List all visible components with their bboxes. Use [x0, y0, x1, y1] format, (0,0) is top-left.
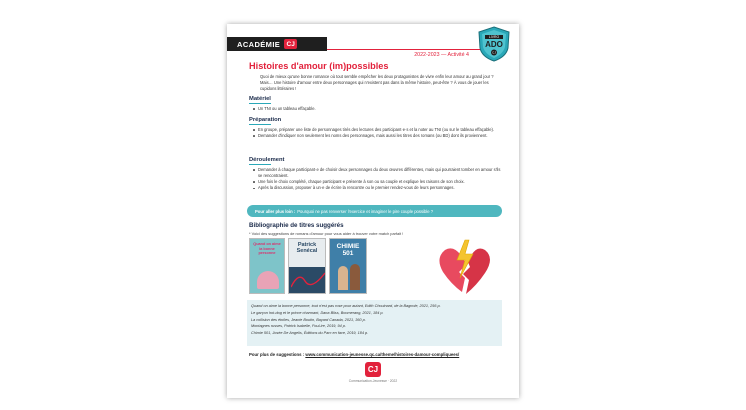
book-covers [249, 238, 369, 294]
svg-text:ADO: ADO [485, 40, 503, 49]
footer-cj-logo-icon: CJ [365, 362, 381, 377]
svg-text:CJ: CJ [492, 50, 496, 55]
svg-text:LIVRO: LIVRO [488, 35, 500, 40]
document-page [227, 24, 519, 398]
book-cover-title: CHIMIE 501 [336, 243, 360, 257]
materiel-list [253, 106, 501, 112]
bibliography-note: * Voici des suggestions de romans d'amour pour vous aider à trouver votre match parfait ! [249, 231, 404, 236]
ado-badge-icon [477, 26, 511, 62]
brand-box [227, 37, 327, 51]
suggestions-link[interactable]: www.communication-jeunesse.qc.ca/theme/histoires-damour-compliquees/ [305, 352, 460, 357]
callout-text: Pourquoi ne pas renverser l'exercice et imaginer le pire couple possible ? [297, 208, 434, 214]
reference-item: Chimie 501, Josée De Angelis, Éditions du Parc en face, 2019, 184 p. [251, 331, 369, 336]
section-title-preparation: Préparation [249, 117, 282, 123]
cj-logo-icon: CJ [284, 39, 297, 49]
reference-item: Montagnes russes, Patrick Isabelle, FouLire, 2019, 94 p. [251, 324, 346, 329]
callout-box [247, 205, 502, 217]
list-item: Demander à chaque participant·e de choisir deux personnages du deux œuvres différentes, mais qui pourraient tomber en amour s'ils se rencontraient. [253, 167, 501, 179]
suggestions-line [249, 352, 459, 357]
callout-label: Pour aller plus loin : [255, 208, 296, 214]
header-rule [327, 49, 491, 50]
book-cover-title: Patrick Senécal [296, 242, 318, 254]
list-item: En groupe, préparer une liste de personnages tirés des lectures des participant·e·s et la noter au TNI (ou sur le tableau effaçable). [253, 127, 501, 133]
intro-paragraph: Quoi de mieux qu'une bonne romance où tout semble empêcher les deux protagonistes de vivre enfin leur amour au grand jour ? Mais… Une histoire d'amour entre deux personnages qui n'existent pas dans la même histoire, peut-être ? À vous de jouer les cupidons littéraires ! [260, 74, 494, 92]
reference-item: La collision des étoiles, Jeanie Boutin, Bayard Canada, 2021, 360 p. [251, 317, 366, 322]
list-item: Après la discussion, proposer à un·e de écrire la rencontre ou le premier rendez-vous de leurs personnages. [253, 185, 501, 191]
reference-item: Le garçon hot-dog et le prince charmant, Dana Bliss, Boomerang, 2021, 184 p. [251, 310, 384, 315]
deroulement-list [253, 167, 501, 192]
section-title-deroulement: Déroulement [249, 157, 285, 163]
page-title: Histoires d'amour (im)possibles [249, 61, 389, 71]
bibliography-title: Bibliographie de titres suggérés [249, 222, 344, 229]
broken-heart-icon [435, 238, 493, 300]
book-cover-title: Quand on aime la bonne personne [253, 242, 281, 256]
book-cover [288, 238, 326, 294]
activity-label: 2022-2023 — Activité 4 [414, 52, 469, 58]
header-bar [227, 37, 519, 58]
book-cover [249, 238, 285, 294]
list-item: Demander d'indiquer non seulement les noms des personnages, mais aussi les titres des romans (ou BD) dont ils proviennent. [253, 133, 501, 139]
suggestions-label: Pour plus de suggestions : [249, 352, 305, 357]
footer-text: Communication-Jeunesse · 2022 [348, 379, 398, 383]
reference-list [247, 300, 502, 346]
reference-item: Quand on aime la bonne personne, tout n'est pas rose pour autant, Edith Chouinard, de la Bagnole, 2021, 256 p. [251, 304, 441, 308]
book-cover [329, 238, 367, 294]
section-title-materiel: Matériel [249, 96, 271, 102]
brand-text: ACADÉMIE [237, 39, 281, 49]
list-item: Une fois le choix complété, chaque participant·e présente à son ou sa couple et explique les raisons de son choix. [253, 179, 501, 185]
preparation-list [253, 127, 501, 140]
list-item: Un TNI ou un tableau effaçable. [253, 106, 501, 112]
